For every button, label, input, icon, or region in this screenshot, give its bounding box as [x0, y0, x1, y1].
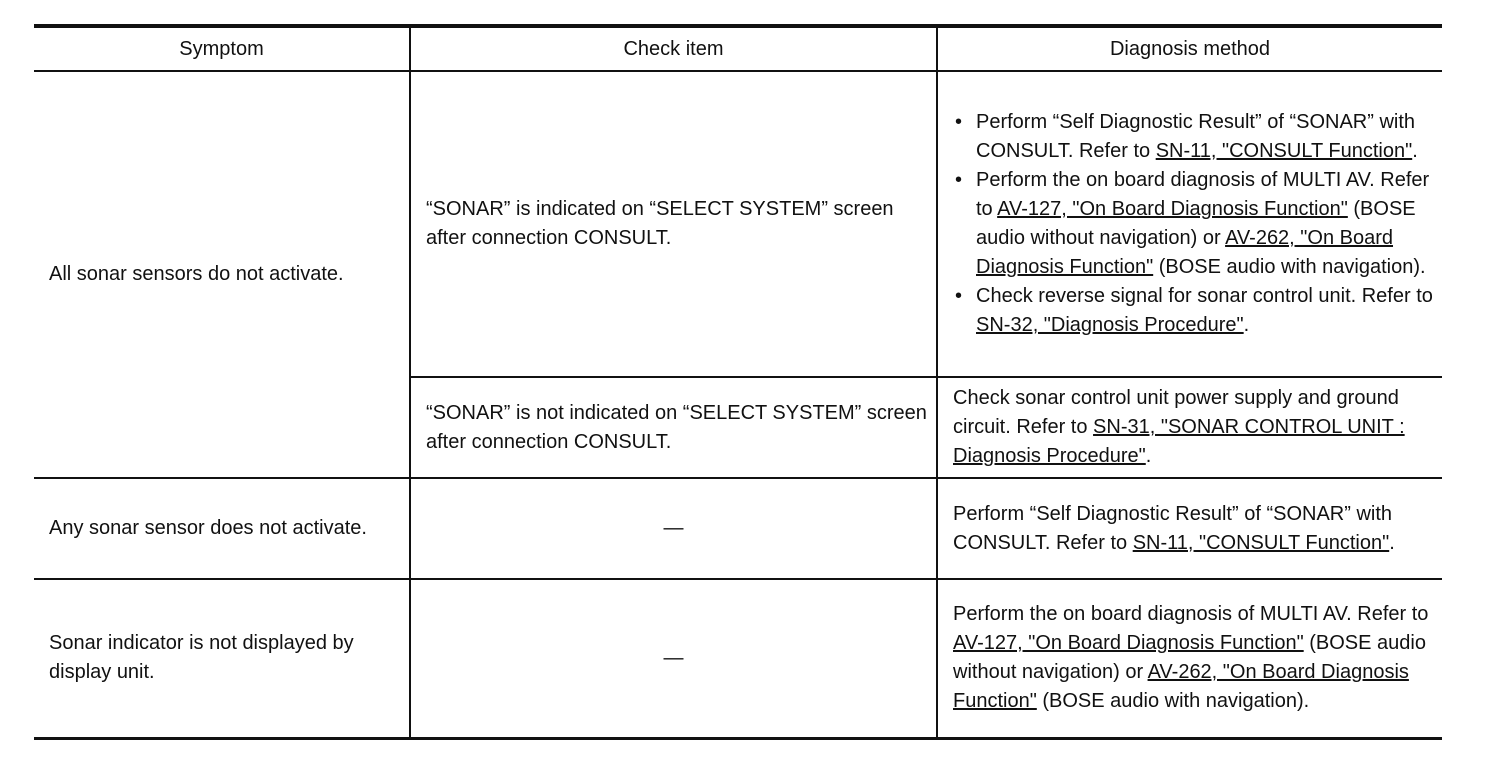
table-row	[34, 71, 1442, 377]
check-item-cell: —	[410, 579, 937, 738]
reference-link[interactable]: AV-127, "On Board Diagnosis Function"	[953, 632, 1304, 655]
check-item-cell: “SONAR” is indicated on “SELECT SYSTEM” screen after connection CONSULT.	[410, 71, 937, 377]
diagnosis-method-cell: Perform “Self Diagnostic Result” of “SONAR” with CONSULT. Refer to SN-11, "CONSULT Function".	[937, 478, 1442, 579]
table-row	[34, 478, 1442, 579]
symptom-cell: Sonar indicator is not displayed by display unit.	[34, 579, 410, 738]
reference-link[interactable]: AV-262, "On Board Diagnosis Function"	[976, 227, 1394, 278]
symptom-cell: All sonar sensors do not activate.	[34, 71, 410, 478]
check-item-cell: —	[410, 478, 937, 579]
diagnosis-list	[953, 108, 1434, 340]
header-check-item: Check item	[410, 26, 937, 71]
diagnosis-method-cell	[937, 71, 1442, 377]
reference-link[interactable]: SN-11, "CONSULT Function"	[1132, 531, 1390, 554]
check-item-cell: “SONAR” is not indicated on “SELECT SYSTEM” screen after connection CONSULT.	[410, 377, 937, 478]
list-item: • Check reverse signal for sonar control unit. Refer to SN-32, "Diagnosis Procedure".	[953, 282, 1434, 340]
reference-link[interactable]: AV-127, "On Board Diagnosis Function"	[997, 198, 1348, 220]
symptom-cell: Any sonar sensor does not activate.	[34, 478, 410, 579]
header-row	[34, 26, 1442, 71]
header-diagnosis-method: Diagnosis method	[937, 26, 1442, 71]
reference-link[interactable]: SN-32, "Diagnosis Procedure"	[976, 314, 1244, 336]
diagnosis-table	[34, 24, 1442, 740]
table-row	[34, 579, 1442, 738]
reference-link[interactable]: SN-11, "CONSULT Function"	[1155, 140, 1413, 162]
header-symptom: Symptom	[34, 26, 410, 71]
diagnosis-method-cell: Check sonar control unit power supply and ground circuit. Refer to SN-31, "SONAR CONTROL UNIT : Diagnosis Procedure".	[937, 377, 1442, 478]
list-item: • Perform the on board diagnosis of MULTI AV. Refer to AV-127, "On Board Diagnosis Function" (BOSE audio without navigation) or AV-262, "On Board Diagnosis Function" (BOSE audio with navigation).	[953, 166, 1434, 282]
reference-link[interactable]: AV-262, "On Board Diagnosis Function"	[953, 661, 1409, 713]
list-item: • Perform “Self Diagnostic Result” of “SONAR” with CONSULT. Refer to SN-11, "CONSULT Function".	[953, 108, 1434, 166]
reference-link[interactable]: SN-31, "SONAR CONTROL UNIT : Diagnosis Procedure"	[953, 416, 1405, 467]
diagnosis-method-cell: Perform the on board diagnosis of MULTI AV. Refer to AV-127, "On Board Diagnosis Function" (BOSE audio without navigation) or AV-262, "On Board Diagnosis Function" (BOSE audio with navigation).	[937, 579, 1442, 738]
